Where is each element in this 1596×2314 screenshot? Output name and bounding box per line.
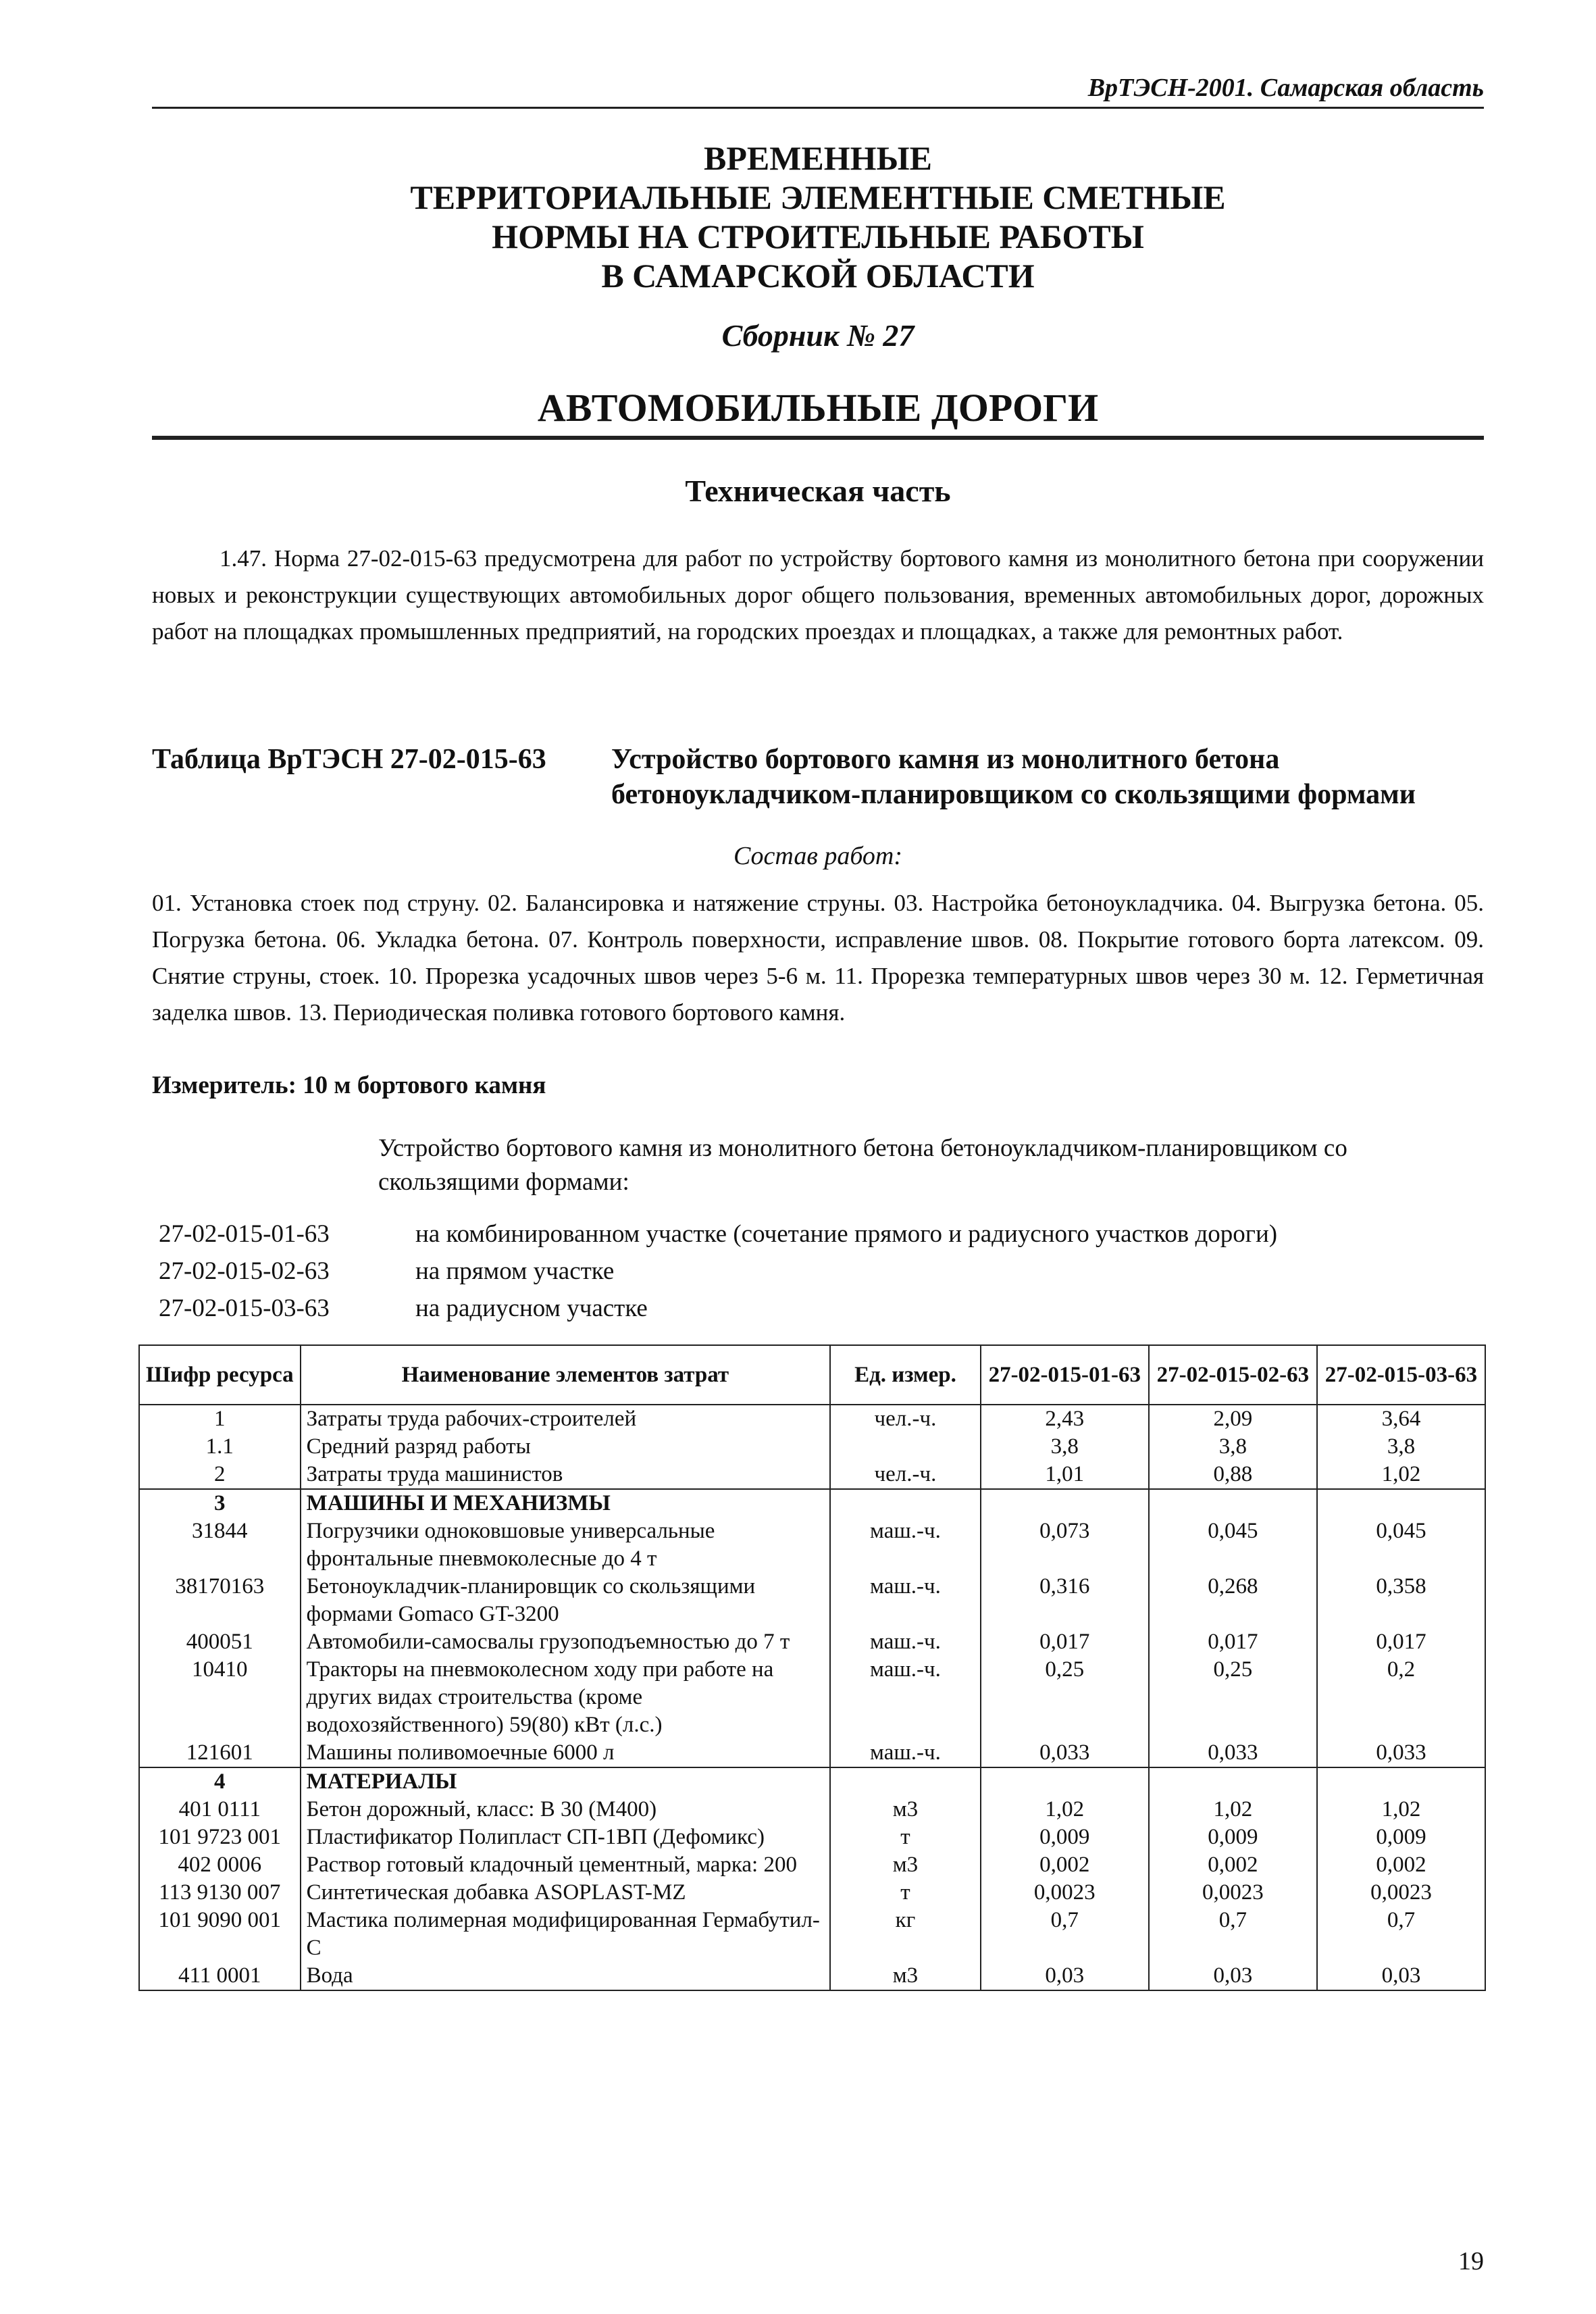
cell-code: 3 [139,1489,301,1517]
cell-v2: 3,8 [1149,1433,1317,1461]
cell-v1: 0,009 [981,1823,1149,1851]
cell-v1: 0,073 [981,1517,1149,1573]
cell-v3: 1,02 [1317,1796,1485,1823]
cell-code: 402 0006 [139,1851,301,1879]
cell-code: 401 0111 [139,1796,301,1823]
table-caption-title: Устройство бортового камня из монолитного бетона бетоноукладчиком-планировщиком со скользящими формами [611,744,1416,810]
variant-code: 27-02-015-01-63 [159,1220,330,1248]
table-row [139,1461,1485,1489]
cell-code: 2 [139,1461,301,1489]
cell-unit: м3 [830,1962,981,1990]
cell-unit: маш.-ч. [830,1628,981,1656]
cell-v1: 3,8 [981,1433,1149,1461]
work-composition-text: 01. Установка стоек под струну. 02. Балансировка и натяжение струны. 03. Настройка бетоноукладчика. 04. Выгрузка бетона. 05. Погрузка бетона. 06. Укладка бетона. 07. Контроль поверхности, исправление швов. 08. Покрытие готового борта латексом. 09. Снятие струны, стоек. 10. Прорезка усадочных швов через 5-6 м. 11. Прорезка температурных швов через 30 м. 12. Герметичная заделка швов. 13. Периодическая поливка готового бортового камня. [152,890,1484,1026]
cell-v2: 0,017 [1149,1628,1317,1656]
cell-unit: кг [830,1907,981,1962]
cell-name: Затраты труда рабочих-строителей [301,1405,831,1433]
cell-code: 113 9130 007 [139,1879,301,1907]
cell-v2: 0,033 [1149,1739,1317,1767]
cell-v1: 0,25 [981,1656,1149,1739]
cell-unit: маш.-ч. [830,1656,981,1739]
resource-cost-table [138,1344,1486,1991]
table-row [139,1962,1485,1990]
cell-name: МАШИНЫ И МЕХАНИЗМЫ [301,1489,831,1517]
cell-v2: 0,25 [1149,1656,1317,1739]
cell-unit: м3 [830,1796,981,1823]
cell-code: 1 [139,1405,301,1433]
table-row [139,1907,1485,1962]
title-line: ВРЕМЕННЫЕ [703,139,932,177]
cell-v2: 0,268 [1149,1573,1317,1628]
title-line: ТЕРРИТОРИАЛЬНЫЕ ЭЛЕМЕНТНЫЕ СМЕТНЫЕ [410,178,1226,216]
cell-v1: 0,033 [981,1739,1149,1767]
table-row [139,1879,1485,1907]
cell-unit: т [830,1823,981,1851]
cell-v3: 3,64 [1317,1405,1485,1433]
cell-name: Средний разряд работы [301,1433,831,1461]
header-code: Шифр ресурса [139,1345,301,1405]
cell-v1: 0,316 [981,1573,1149,1628]
document-title [152,139,1484,295]
cell-v2: 0,009 [1149,1823,1317,1851]
running-header: ВрТЭСН-2001. Самарская область [1087,74,1484,102]
cell-v2 [1149,1489,1317,1517]
cell-v2: 0,7 [1149,1907,1317,1962]
table-row [139,1517,1485,1573]
cell-v2 [1149,1767,1317,1796]
work-composition-heading: Состав работ: [733,842,903,870]
cell-v3: 0,7 [1317,1907,1485,1962]
cell-v1: 2,43 [981,1405,1149,1433]
table-row [139,1823,1485,1851]
cell-unit: маш.-ч. [830,1573,981,1628]
cell-v3: 0,0023 [1317,1879,1485,1907]
variants-intro: Устройство бортового камня из монолитного бетона бетоноукладчиком-планировщиком со скользящими формами: [378,1134,1347,1196]
title-line: В САМАРСКОЙ ОБЛАСТИ [601,257,1035,295]
table-row [139,1656,1485,1739]
cell-code: 31844 [139,1517,301,1573]
cell-unit: м3 [830,1851,981,1879]
cell-unit [830,1489,981,1517]
header-variant-1: 27-02-015-01-63 [981,1345,1149,1405]
cell-name: Автомобили-самосвалы грузоподъемностью до 7 т [301,1628,831,1656]
cell-v1 [981,1767,1149,1796]
cell-v1: 1,01 [981,1461,1149,1489]
cell-name: Погрузчики одноковшовые универсальные фронтальные пневмоколесные до 4 т [301,1517,831,1573]
cell-unit [830,1433,981,1461]
cell-name: Пластификатор Полипласт СП-1ВП (Дефомикс) [301,1823,831,1851]
cell-name: Мастика полимерная модифицированная Гермабутил-С [301,1907,831,1962]
cell-unit [830,1767,981,1796]
variant-desc: на прямом участке [415,1257,615,1285]
variant-code: 27-02-015-02-63 [159,1257,330,1285]
cell-name: Синтетическая добавка ASOPLAST-MZ [301,1879,831,1907]
cell-name: Бетоноукладчик-планировщик со скользящими формами Gomaco GT-3200 [301,1573,831,1628]
cell-v3: 0,03 [1317,1962,1485,1990]
meter-label: Измеритель: 10 м бортового камня [152,1072,546,1099]
cell-code: 121601 [139,1739,301,1767]
technical-part-paragraph: 1.47. Норма 27-02-015-63 предусмотрена для работ по устройству бортового камня из монолитного бетона при сооружении новых и реконструкции существующих автомобильных дорог общего пользования, временных автомобильных дорог, дорожных работ на площадках промышленных предприятий, на городских проездах и площадках, а также для ремонтных работ. [152,545,1484,645]
cell-v1: 0,7 [981,1907,1149,1962]
cell-v2: 2,09 [1149,1405,1317,1433]
cell-v2: 0,03 [1149,1962,1317,1990]
cell-v3: 0,358 [1317,1573,1485,1628]
title-line: НОРМЫ НА СТРОИТЕЛЬНЫЕ РАБОТЫ [492,218,1144,255]
variant-desc: на радиусном участке [415,1294,648,1322]
cell-v2: 0,88 [1149,1461,1317,1489]
cell-code: 411 0001 [139,1962,301,1990]
cell-v3: 1,02 [1317,1461,1485,1489]
cell-v2: 0,045 [1149,1517,1317,1573]
section-title: АВТОМОБИЛЬНЫЕ ДОРОГИ [537,386,1099,430]
cell-v3: 0,045 [1317,1517,1485,1573]
cell-name: Раствор готовый кладочный цементный, марка: 200 [301,1851,831,1879]
table-row [139,1628,1485,1656]
cell-name: Бетон дорожный, класс: В 30 (М400) [301,1796,831,1823]
cell-v2: 0,0023 [1149,1879,1317,1907]
cell-code: 4 [139,1767,301,1796]
cell-code: 101 9723 001 [139,1823,301,1851]
cell-v3: 0,033 [1317,1739,1485,1767]
cell-v1: 0,002 [981,1851,1149,1879]
variant-desc: на комбинированном участке (сочетание прямого и радиусного участков дороги) [415,1220,1278,1248]
cell-unit: чел.-ч. [830,1405,981,1433]
table-row [139,1851,1485,1879]
section-rule [152,436,1484,440]
cell-v3 [1317,1489,1485,1517]
cell-v3 [1317,1767,1485,1796]
cell-v1: 0,03 [981,1962,1149,1990]
cell-unit: чел.-ч. [830,1461,981,1489]
variant-code: 27-02-015-03-63 [159,1294,330,1322]
cell-v2: 0,002 [1149,1851,1317,1879]
cell-v2: 1,02 [1149,1796,1317,1823]
cell-v1 [981,1489,1149,1517]
cell-code: 400051 [139,1628,301,1656]
cell-name: Вода [301,1962,831,1990]
header-variant-3: 27-02-015-03-63 [1317,1345,1485,1405]
table-header-row [139,1345,1485,1405]
cell-name: Тракторы на пневмоколесном ходу при работе на других видах строительства (кроме водохозяйственного) 59(80) кВт (л.с.) [301,1656,831,1739]
table-row [139,1405,1485,1433]
cell-name: МАТЕРИАЛЫ [301,1767,831,1796]
cell-unit: маш.-ч. [830,1517,981,1573]
table-caption-label: Таблица ВрТЭСН 27-02-015-63 [152,744,546,775]
table-row [139,1433,1485,1461]
header-unit: Ед. измер. [830,1345,981,1405]
cell-v3: 3,8 [1317,1433,1485,1461]
technical-part-heading: Техническая часть [685,474,951,508]
table-group-row [139,1767,1485,1796]
header-rule [152,107,1484,109]
cell-unit: маш.-ч. [830,1739,981,1767]
table-group-row [139,1489,1485,1517]
cell-v3: 0,017 [1317,1628,1485,1656]
cell-v1: 0,017 [981,1628,1149,1656]
cell-v3: 0,2 [1317,1656,1485,1739]
cell-name: Машины поливомоечные 6000 л [301,1739,831,1767]
cell-v1: 1,02 [981,1796,1149,1823]
cell-code: 1.1 [139,1433,301,1461]
table-row [139,1796,1485,1823]
cell-unit: т [830,1879,981,1907]
cell-code: 38170163 [139,1573,301,1628]
header-variant-2: 27-02-015-02-63 [1149,1345,1317,1405]
cell-v3: 0,002 [1317,1851,1485,1879]
cell-v1: 0,0023 [981,1879,1149,1907]
cell-v3: 0,009 [1317,1823,1485,1851]
page-number: 19 [1458,2247,1484,2275]
collection-number: Сборник № 27 [721,318,915,353]
cell-name: Затраты труда машинистов [301,1461,831,1489]
cell-code: 101 9090 001 [139,1907,301,1962]
table-row [139,1573,1485,1628]
header-name: Наименование элементов затрат [301,1345,831,1405]
cell-code: 10410 [139,1656,301,1739]
table-row [139,1739,1485,1767]
